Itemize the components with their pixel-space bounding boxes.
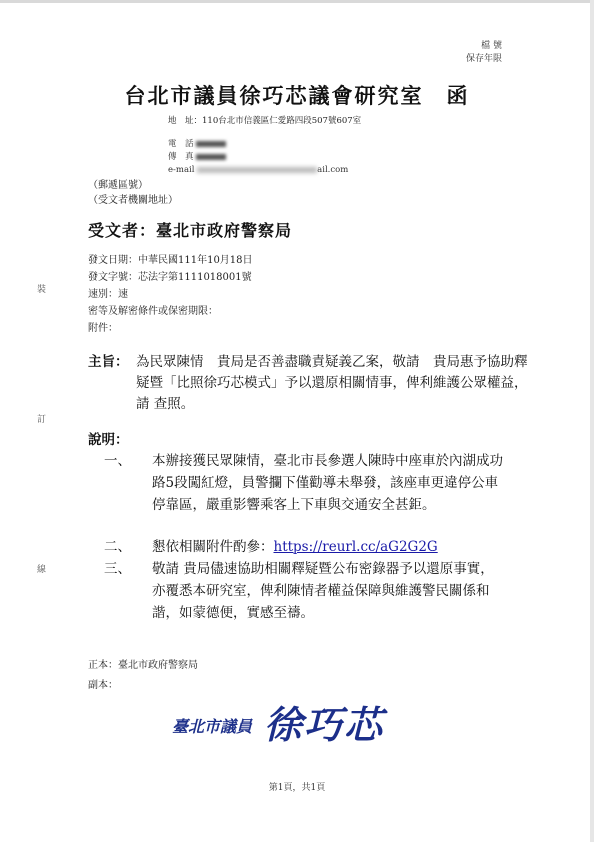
postal-code: （郵遞區號） bbox=[88, 180, 148, 191]
item-text-prefix: 懇依相關附件酌參： bbox=[152, 539, 274, 555]
carbon-copy: 副本： bbox=[88, 680, 118, 691]
item-text: 敬請 貴局儘速協助相關釋疑暨公布密錄器予以還原事實，亦覆悉本研究室，俾利陳情者權益保障與維護警民關係和諧，如蒙德便，實感至禱。 bbox=[152, 561, 494, 621]
explanation-item bbox=[104, 536, 506, 558]
fax-label: 傳 真 bbox=[168, 152, 194, 162]
binding-mark-middle: 訂 bbox=[37, 415, 47, 425]
secrecy-level: 密等及解密條件或保密期限： bbox=[88, 306, 218, 317]
contact-block bbox=[168, 138, 348, 177]
explanation-item bbox=[104, 450, 506, 516]
email-suffix: ail.com bbox=[317, 165, 349, 175]
phone-line bbox=[168, 138, 348, 151]
recipient: 受文者：臺北市政府警察局 bbox=[88, 221, 293, 240]
item-number: 一、 bbox=[104, 453, 131, 469]
document-title: 台北市議員徐巧芯議會研究室 函 bbox=[124, 83, 470, 108]
right-border bbox=[590, 0, 594, 842]
meta-block bbox=[88, 252, 253, 337]
attachment: 附件： bbox=[88, 323, 118, 334]
redacted-email bbox=[197, 167, 317, 173]
subject-text: 為民眾陳情 貴局是否善盡職責疑義乙案，敬請 貴局惠予協助釋疑暨「比照徐巧芯模式」予以還原相關情事，俾利維護公眾權益，請 查照。 bbox=[136, 354, 528, 412]
subject-label: 主旨： bbox=[88, 354, 129, 370]
attachment-link[interactable]: https://reurl.cc/aG2G2G bbox=[273, 539, 438, 555]
recipient-address: （受文者機關地址） bbox=[88, 195, 178, 206]
redacted-phone bbox=[196, 141, 226, 147]
councillor-seal bbox=[168, 692, 428, 752]
phone-label: 電 話 bbox=[168, 139, 194, 149]
redacted-fax bbox=[196, 154, 226, 160]
archive-number-label: 檔 號 bbox=[481, 41, 502, 51]
postal-block bbox=[88, 178, 178, 208]
seal-name: 徐巧芯 bbox=[264, 702, 385, 747]
page-footer: 第1頁，共1頁 bbox=[268, 783, 326, 793]
explanation-label: 說明： bbox=[88, 432, 129, 448]
explanation-item bbox=[104, 558, 506, 624]
top-border bbox=[0, 0, 594, 3]
issue-date: 發文日期：中華民國111年10月18日 bbox=[88, 255, 253, 266]
main-copy: 正本：臺北市政府警察局 bbox=[88, 660, 198, 671]
copies-block bbox=[88, 656, 198, 696]
subject-block bbox=[88, 352, 528, 415]
fax-line bbox=[168, 151, 348, 164]
item-number: 二、 bbox=[104, 539, 131, 555]
office-address: 地 址：110台北市信義區仁愛路四段507號607室 bbox=[168, 116, 362, 126]
item-text bbox=[152, 536, 506, 558]
retention-period-label: 保存年限 bbox=[465, 54, 502, 64]
email-line bbox=[168, 164, 348, 177]
speed-class: 速別：速 bbox=[88, 289, 128, 300]
seal-title: 臺北市議員 bbox=[172, 717, 253, 736]
binding-mark-top: 裝 bbox=[37, 285, 47, 295]
binding-mark-bottom: 線 bbox=[37, 565, 47, 575]
issue-number: 發文字號：芯法字第1111018001號 bbox=[88, 272, 252, 283]
email-prefix: e-mail bbox=[168, 165, 195, 175]
item-number: 三、 bbox=[104, 561, 131, 577]
archive-box bbox=[466, 40, 502, 66]
item-text: 本辦接獲民眾陳情，臺北市長參選人陳時中座車於內湖成功路5段闖紅燈，員警攔下僅勸導未舉發，該座車更違停公車停靠區，嚴重影響乘客上下車與交通安全甚鉅。 bbox=[152, 453, 503, 513]
